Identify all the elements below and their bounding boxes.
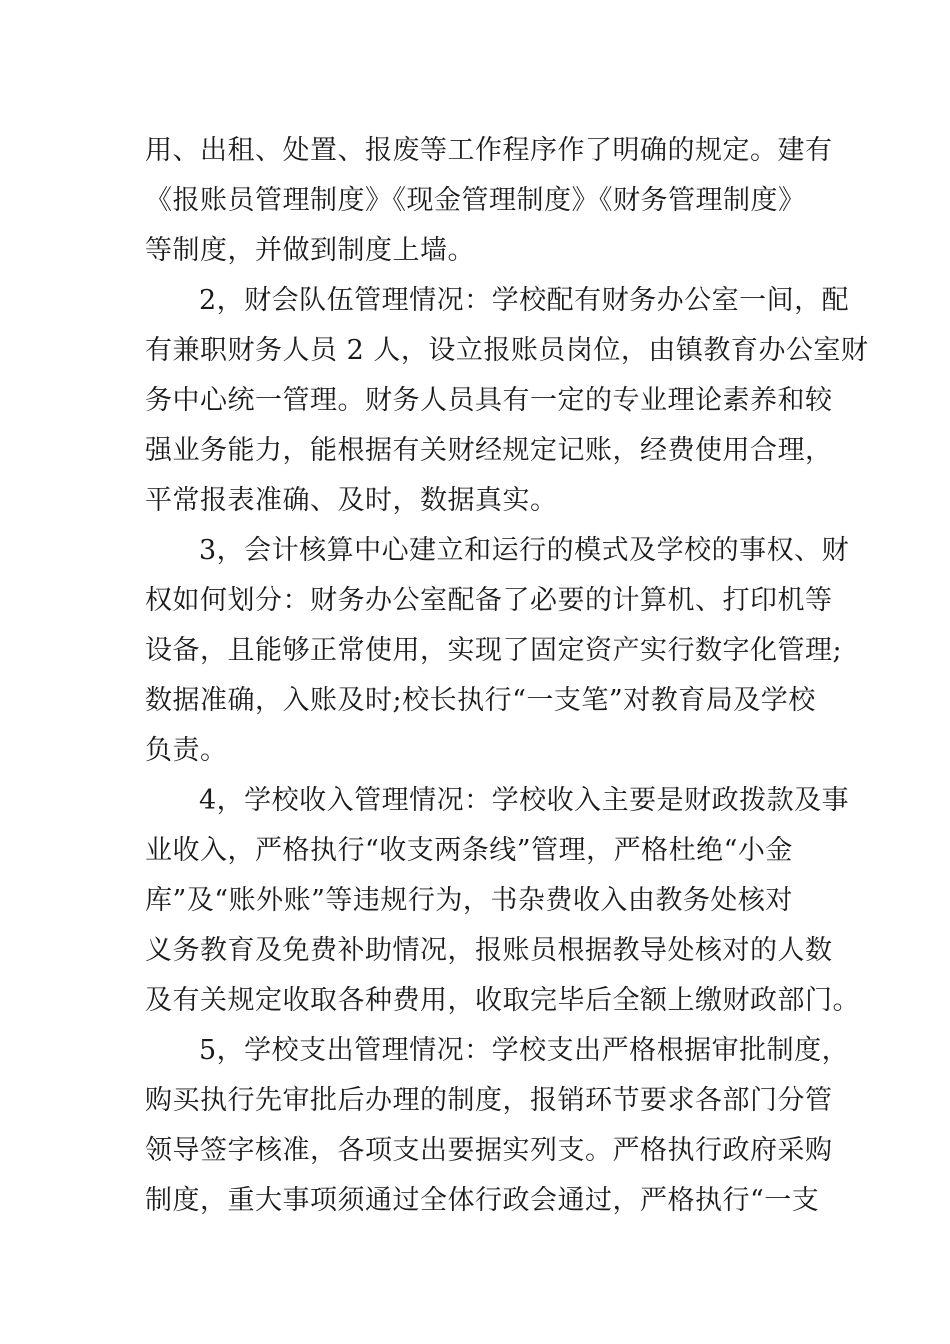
text-line: 强业务能力，能根据有关财经规定记账，经费使用合理， [145,435,833,466]
text-line: 制度，重大事项须通过全体行政会通过，严格执行“一支 [145,1185,820,1216]
text-line: 有兼职财务人员 2 人，设立报账员岗位，由镇教育办公室财 [145,335,869,366]
text-line: 用、出租、处置、报废等工作程序作了明确的规定。建有 [145,135,833,166]
text-line: 负责。 [145,735,228,766]
text-line: 义务教育及免费补助情况，报账员根据教导处核对的人数 [145,935,833,966]
text-line: 平常报表准确、及时，数据真实。 [145,485,558,516]
text-line: 数据准确，入账及时;校长执行“一支笔”对教育局及学校 [145,685,816,716]
document-body [145,126,869,1226]
text-line: 及有关规定收取各种费用，收取完毕后全额上缴财政部门。 [145,985,860,1016]
paragraph-5-start: 5，学校支出管理情况：学校支出严格根据审批制度， [199,1035,850,1066]
paragraph-4-start: 4，学校收入管理情况：学校收入主要是财政拨款及事 [199,785,850,816]
text-line: 领导签字核准，各项支出要据实列支。严格执行政府采购 [145,1135,833,1166]
text-line: 《报账员管理制度》《现金管理制度》《财务管理制度》 [145,185,806,216]
text-line: 权如何划分：财务办公室配备了必要的计算机、打印机等 [145,585,833,616]
text-line: 等制度，并做到制度上墙。 [145,235,475,266]
text-line: 业收入，严格执行“收支两条线”管理，严格杜绝“小金 [145,835,793,866]
paragraph-2-start: 2，财会队伍管理情况：学校配有财务办公室一间，配 [199,285,850,316]
text-line: 务中心统一管理。财务人员具有一定的专业理论素养和较 [145,385,833,416]
text-line: 购买执行先审批后办理的制度，报销环节要求各部门分管 [145,1085,833,1116]
text-line: 设备，且能够正常使用，实现了固定资产实行数字化管理; [145,635,843,666]
paragraph-3-start: 3，会计核算中心建立和运行的模式及学校的事权、财 [199,535,850,566]
text-line: 库”及“账外账”等违规行为，书杂费收入由教务处核对 [145,885,793,916]
